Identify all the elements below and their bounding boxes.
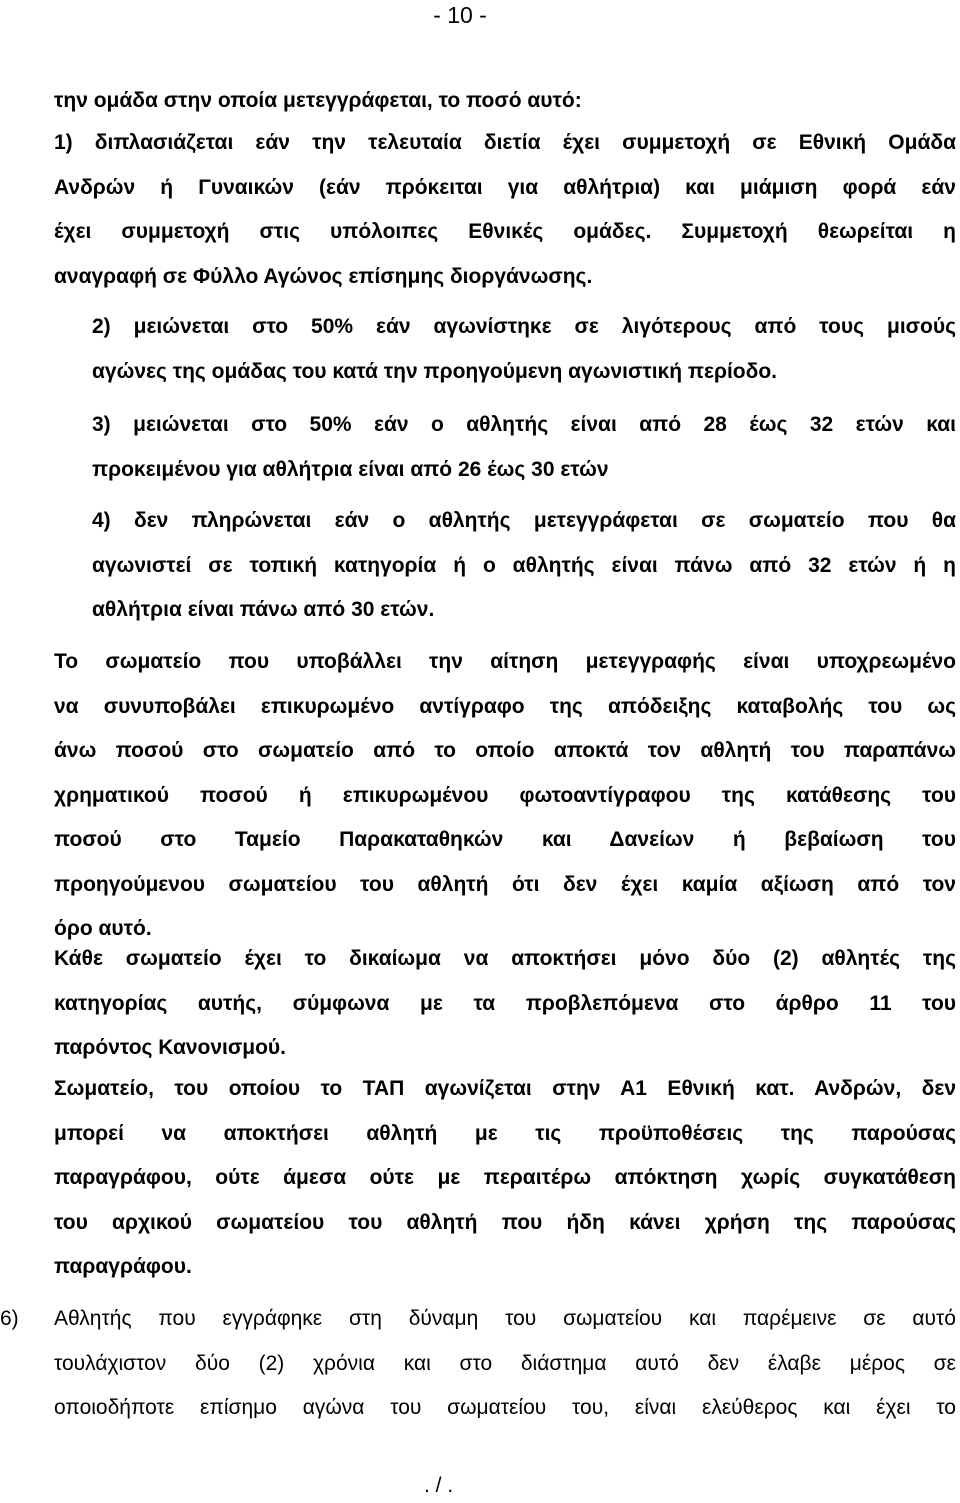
- paragraph-line: παραγράφου.: [54, 1255, 192, 1278]
- item-3: [92, 403, 956, 492]
- paragraph-line: προηγούμενου σωματείου του αθλητή ότι δεν έχει καμία αξίωση από τον: [54, 872, 956, 896]
- item-2-line: 2) μειώνεται στο 50% εάν αγωνίστηκε σε λιγότερους από τους μισούς: [92, 315, 956, 338]
- paragraph-a1-restriction: [54, 1067, 956, 1290]
- item-1-line: έχει συμμετοχή στις υπόλοιπες Εθνικές ομάδες. Συμμετοχή θεωρείται η: [54, 220, 956, 243]
- section-6: [54, 1297, 956, 1431]
- paragraph-payment-proof: [54, 640, 956, 952]
- item-1: [54, 121, 956, 299]
- page-number: - 10 -: [433, 2, 487, 28]
- paragraph-line: του αρχικού σωματείου του αθλητή που ήδη κάνει χρήση της παρούσας: [54, 1210, 956, 1234]
- paragraph-line: Κάθε σωματείο έχει το δικαίωμα να αποκτήσει μόνο δύο (2) αθλητές της: [54, 947, 956, 970]
- paragraph-line: χρηματικού ποσού ή επικυρωμένου φωτοαντίγραφου της κατάθεσης του: [54, 783, 956, 807]
- section-6-line: τουλάχιστον δύο (2) χρόνια και στο διάστημα αυτό δεν έλαβε μέρος σε: [54, 1351, 956, 1375]
- continuation-mark: . / .: [424, 1474, 454, 1497]
- paragraph-line: Το σωματείο που υποβάλλει την αίτηση μετεγγραφής είναι υποχρεωμένο: [54, 650, 956, 673]
- paragraph-line: κατηγορίας αυτής, σύμφωνα με τα προβλεπόμενα στο άρθρο 11 του: [54, 991, 956, 1015]
- item-1-line: Ανδρών ή Γυναικών (εάν πρόκειται για αθλήτρια) και μιάμιση φορά εάν: [54, 175, 956, 199]
- paragraph-line: Σωματείο, του οποίου το ΤΑΠ αγωνίζεται στην Α1 Εθνική κατ. Ανδρών, δεν: [54, 1077, 956, 1100]
- paragraph-line: άνω ποσού στο σωματείο από το οποίο αποκτά τον αθλητή του παραπάνω: [54, 739, 956, 762]
- item-1-line: αναγραφή σε Φύλλο Αγώνος επίσημης διοργάνωσης.: [54, 264, 593, 288]
- paragraph-line: μπορεί να αποκτήσει αθλητή με τις προϋποθέσεις της παρούσας: [54, 1121, 956, 1145]
- section-6-line: οποιοδήποτε επίσημο αγώνα του σωματείου του, είναι ελεύθερος και έχει το: [54, 1396, 956, 1419]
- paragraph-line: παραγράφου, ούτε άμεσα ούτε με περαιτέρω απόκτηση χωρίς συγκατάθεση: [54, 1166, 956, 1189]
- section-6-number: 6): [0, 1307, 19, 1330]
- paragraph-line: όρο αυτό.: [54, 917, 152, 940]
- item-4: [92, 499, 956, 633]
- paragraph-line: παρόντος Κανονισμού.: [54, 1036, 286, 1059]
- item-4-line: αθλήτρια είναι πάνω από 30 ετών.: [92, 598, 435, 621]
- item-1-line: 1) διπλασιάζεται εάν την τελευταία διετία έχει συμμετοχή σε Εθνική Ομάδα: [54, 131, 956, 154]
- item-2-line: αγώνες της ομάδας του κατά την προηγούμενη αγωνιστική περίοδο.: [92, 359, 778, 383]
- item-3-line: προκειμένου για αθλήτρια είναι από 26 έως 30 ετών: [92, 457, 609, 481]
- item-2: [92, 305, 956, 394]
- item-3-line: 3) μειώνεται στο 50% εάν ο αθλητής είναι από 28 έως 32 ετών και: [92, 413, 956, 436]
- intro-line: την ομάδα στην οποία μετεγγράφεται, το ποσό αυτό:: [54, 89, 582, 112]
- item-4-line: αγωνιστεί σε τοπική κατηγορία ή ο αθλητής είναι πάνω από 32 ετών ή η: [92, 553, 956, 577]
- paragraph-line: ποσού στο Ταμείο Παρακαταθηκών και Δανείων ή βεβαίωση του: [54, 828, 956, 851]
- section-6-line: Αθλητής που εγγράφηκε στη δύναμη του σωματείου και παρέμεινε σε αυτό: [54, 1307, 956, 1330]
- intro-text: [54, 79, 956, 124]
- paragraph-line: να συνυποβάλει επικυρωμένο αντίγραφο της απόδειξης καταβολής του ως: [54, 694, 956, 718]
- paragraph-two-athletes: [54, 937, 956, 1071]
- item-4-line: 4) δεν πληρώνεται εάν ο αθλητής μετεγγράφεται σε σωματείο που θα: [92, 509, 956, 532]
